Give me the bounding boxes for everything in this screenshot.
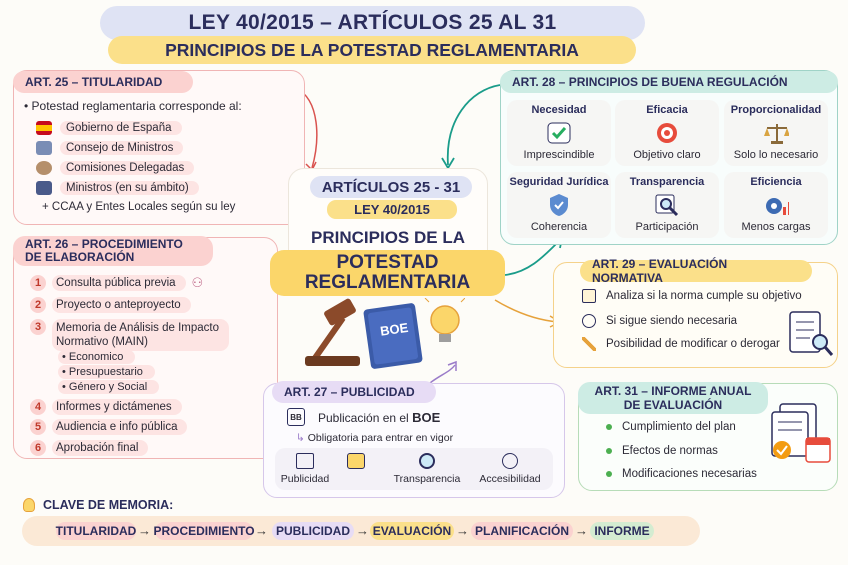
art25-item: Gobierno de España <box>36 119 182 137</box>
chain-arrow: → <box>575 523 588 538</box>
ministry-building-icon <box>36 181 52 195</box>
main-title: LEY 40/2015 – ARTÍCULOS 25 AL 31 <box>100 6 645 40</box>
center-heading: PRINCIPIOS DE LA <box>311 228 465 247</box>
refresh-icon <box>582 314 596 328</box>
art25-extra: + CCAA y Entes Locales según su ley <box>42 201 236 213</box>
center-law: LEY 40/2015 <box>327 200 457 219</box>
chain-step: TITULARIDAD <box>55 524 137 538</box>
magnifier-icon <box>654 194 680 216</box>
art25-item: Comisiones Delegadas <box>36 159 194 177</box>
pencil-icon <box>582 337 596 351</box>
principle-cell: Eficiencia Menos cargas <box>724 172 828 238</box>
accessibility-item: Accesibilidad <box>474 453 546 485</box>
main-subtitle: PRINCIPIOS DE LA POTESTAD REGLAMENTARIA <box>108 36 636 64</box>
chain-arrow: → <box>255 523 268 538</box>
art26-step: 2 Proyecto o anteproyecto <box>30 297 191 313</box>
publication-note: ↳ Obligatoria para entrar en vigor <box>296 432 454 444</box>
art27-title: ART. 27 – PUBLICIDAD <box>272 381 436 403</box>
art26-step: 6 Aprobación final <box>30 440 148 456</box>
boe-doc-icon: BB <box>287 408 305 426</box>
art26-step: 3 Memoria de Análisis de Impacto Normativo (MAIN) <box>30 319 229 351</box>
principle-cell: Proporcionalidad Solo lo necesario <box>724 100 828 166</box>
center-articles: ARTÍCULOS 25 - 31 <box>310 176 472 198</box>
art26-title: ART. 26 – PROCEDIMIENTO DE ELABORACIÓN <box>13 236 213 266</box>
memory-key-label: CLAVE DE MEMORIA: <box>23 498 173 512</box>
spain-flag-icon <box>36 121 52 135</box>
art31-title: ART. 31 – INFORME ANUAL DE EVALUACIÓN <box>578 382 768 414</box>
principle-cell: Seguridad Jurídica Coherencia <box>507 172 611 238</box>
main-sub-item: • Género y Social <box>58 380 159 394</box>
principle-cell: Eficacia Objetivo claro <box>615 100 719 166</box>
people-icon: ⚇ <box>191 275 204 290</box>
chain-step: PUBLICIDAD <box>272 522 354 540</box>
scale-icon <box>763 122 789 144</box>
chain-step: PROCEDIMIENTO <box>153 524 255 538</box>
art28-title: ART. 28 – PRINCIPIOS DE BUENA REGULACIÓN <box>500 71 838 93</box>
art26-step: 1 Consulta pública previa ⚇ <box>30 275 203 291</box>
chain-arrow: → <box>356 523 369 538</box>
art25-item: Ministros (en su ámbito) <box>36 179 199 197</box>
gavel-book-bulb-illustration <box>305 298 465 370</box>
center-highlight: POTESTAD REGLAMENTARIA <box>270 250 505 296</box>
chain-step: PLANIFICACIÓN <box>471 522 573 540</box>
principle-cell: Transparencia Participación <box>615 172 719 238</box>
gavel-icon <box>305 298 360 366</box>
council-building-icon <box>36 141 52 155</box>
target-icon <box>654 122 680 144</box>
publication-boe: Publicación en el BOE <box>318 410 441 425</box>
main-sub-item: • Presupuestario <box>58 365 155 379</box>
report-calendar-icon <box>766 402 834 474</box>
chain-step: EVALUACIÓN <box>370 522 454 540</box>
chain-arrow: → <box>456 523 469 538</box>
art25-intro: • Potestad reglamentaria corresponde al: <box>24 99 242 113</box>
transparency-item: Transparencia <box>392 453 462 485</box>
checklist-icon <box>582 289 596 303</box>
art31-item: Efectos de normas <box>606 445 718 457</box>
chain-arrow: → <box>138 523 151 538</box>
clipboard-magnifier-icon <box>788 308 834 358</box>
art29-title: ART. 29 – EVALUACIÓN NORMATIVA <box>580 260 812 282</box>
search-icon <box>419 453 435 469</box>
lightbulb-icon <box>23 498 35 512</box>
art26-step: 5 Audiencia e info pública <box>30 419 187 435</box>
art29-item: Analiza si la norma cumple su objetivo <box>582 289 802 303</box>
art31-item: Modificaciones necesarias <box>606 468 757 480</box>
art26-step: 4 Informes y dictámenes <box>30 399 182 415</box>
svg-text:BOE: BOE <box>379 319 410 339</box>
main-sub-item: • Economico <box>58 350 135 364</box>
art29-item: Posibilidad de modificar o derogar <box>582 337 780 351</box>
committee-people-icon <box>36 161 52 175</box>
gear-chart-icon <box>763 194 789 216</box>
art31-item: Cumplimiento del plan <box>606 421 736 433</box>
chain-step: INFORME <box>590 522 654 540</box>
monitor-item <box>344 453 368 469</box>
accessibility-icon <box>502 453 518 469</box>
document-pen-icon <box>296 453 314 469</box>
principle-cell: Necesidad Imprescindible <box>507 100 611 166</box>
check-icon <box>546 122 572 144</box>
monitor-icon <box>347 453 365 469</box>
art29-item: Si sigue siendo necesaria <box>582 314 737 328</box>
art25-item: Consejo de Ministros <box>36 139 183 157</box>
publicity-item: Publicidad <box>280 453 330 485</box>
shield-icon <box>546 194 572 216</box>
lightbulb-icon <box>425 298 465 342</box>
art25-title: ART. 25 – TITULARIDAD <box>13 71 193 93</box>
